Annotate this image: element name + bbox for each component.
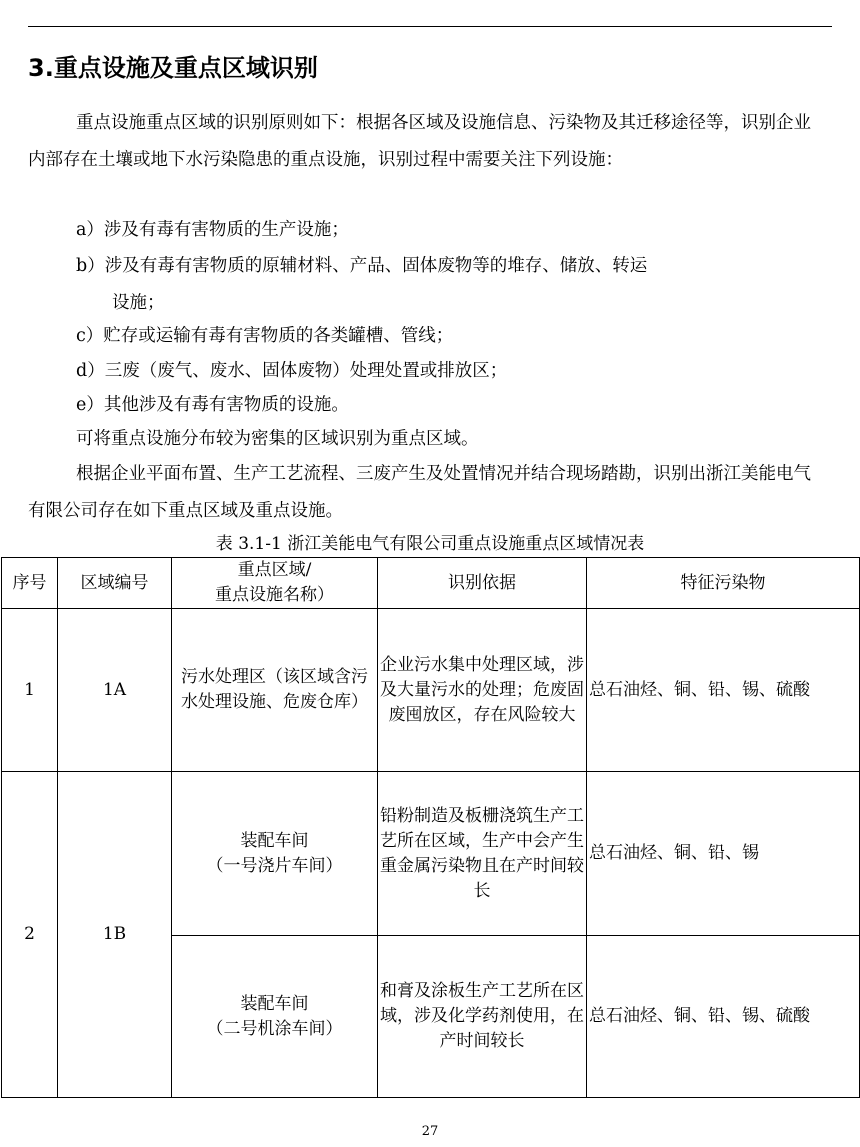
intro-paragraph: 重点设施重点区域的识别原则如下：根据各区域及设施信息、污染物及其迁移途径等，识别企业内部存在土壤或地下水污染隐患的重点设施，识别过程中需要关注下列设施： <box>28 113 811 170</box>
header-basis: 识别依据 <box>378 558 587 609</box>
table-row <box>2 772 860 936</box>
conclusion-paragraph: 根据企业平面布置、生产工艺流程、三废产生及处置情况并结合现场踏勘，识别出浙江美能电气有限公司存在如下重点区域及重点设施。 <box>28 464 811 521</box>
list-item-c: c）贮存或运输有毒有害物质的各类罐槽、管线； <box>76 326 454 346</box>
key-area-table <box>1 557 860 1098</box>
cell-basis: 企业污水集中处理区域，涉及大量污水的处理；危废固废囤放区，存在风险较大 <box>378 609 587 772</box>
list-item-e: e）其他涉及有毒有害物质的设施。 <box>76 395 349 415</box>
cell-facility-name: 装配车间 （二号机涂车间） <box>172 936 378 1098</box>
table-row <box>2 609 860 772</box>
cell-basis: 和膏及涂板生产工艺所在区域，涉及化学药剂使用，在产时间较长 <box>378 936 587 1098</box>
header-facility-name: 重点区域/ 重点设施名称） <box>172 558 378 609</box>
page-number: 27 <box>421 1124 439 1139</box>
list-item-b-continuation: 设施； <box>112 293 165 313</box>
cluster-paragraph: 可将重点设施分布较为密集的区域识别为重点区域。 <box>76 429 479 449</box>
cell-facility-name: 装配车间 （一号浇片车间） <box>172 772 378 936</box>
cell-basis: 铅粉制造及板栅浇筑生产工艺所在区域，生产中会产生重金属污染物且在产时间较长 <box>378 772 587 936</box>
cell-seq: 2 <box>2 772 58 1098</box>
header-area-code: 区域编号 <box>58 558 172 609</box>
cell-area-code: 1A <box>58 609 172 772</box>
table-header-row <box>2 558 860 609</box>
list-item-b: b）涉及有毒有害物质的原辅材料、产品、固体废物等的堆存、储放、转运 <box>76 256 648 276</box>
list-item-a: a）涉及有毒有害物质的生产设施； <box>76 220 349 240</box>
cell-seq: 1 <box>2 609 58 772</box>
header-seq: 序号 <box>2 558 58 609</box>
cell-area-code: 1B <box>58 772 172 1098</box>
table-caption: 表 3.1-1 浙江美能电气有限公司重点设施重点区域情况表 <box>215 534 645 554</box>
cell-pollutants: 总石油烃、铜、铅、锡 <box>587 772 860 936</box>
header-pollutants: 特征污染物 <box>587 558 860 609</box>
cell-pollutants: 总石油烃、铜、铅、锡、硫酸 <box>587 609 860 772</box>
list-item-d: d）三废（废气、废水、固体废物）处理处置或排放区； <box>76 361 508 381</box>
cell-pollutants: 总石油烃、铜、铅、锡、硫酸 <box>587 936 860 1098</box>
section-heading: 3.重点设施及重点区域识别 <box>28 54 318 82</box>
cell-facility-name: 污水处理区（该区域含污水处理设施、危废仓库） <box>172 609 378 772</box>
header-rule <box>28 26 832 27</box>
